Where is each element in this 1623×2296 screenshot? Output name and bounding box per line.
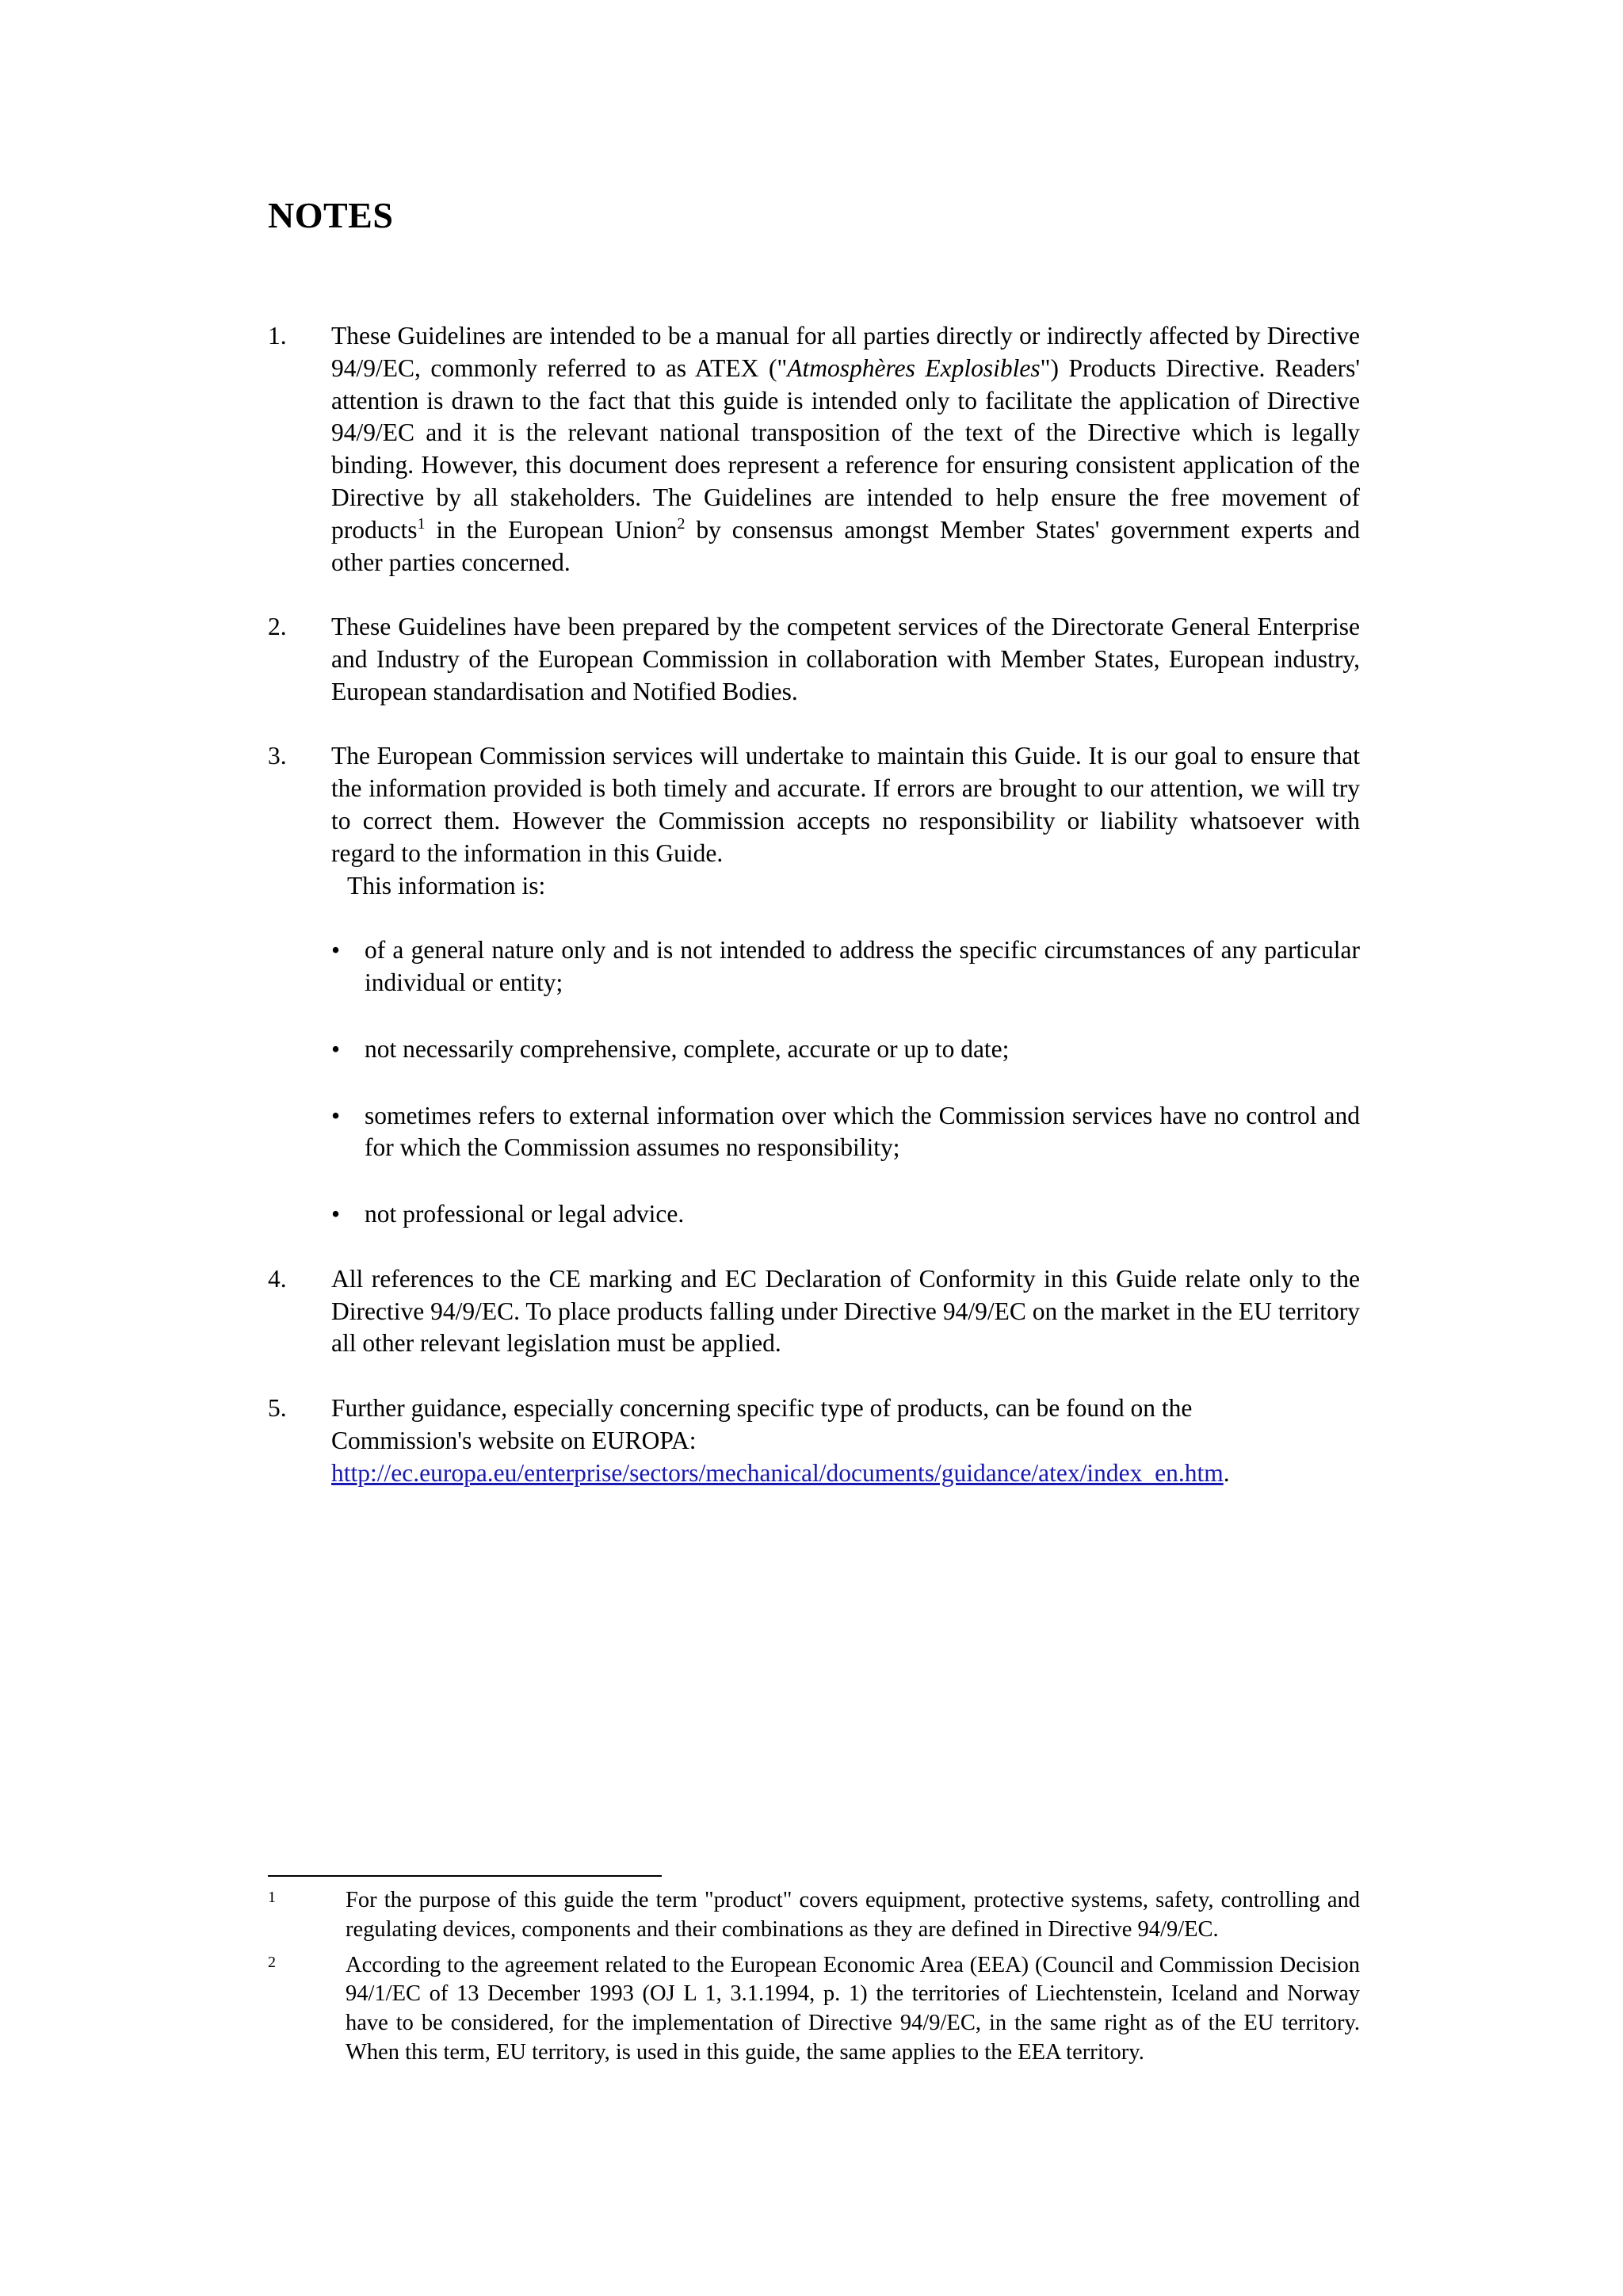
note-text-italic: Atmosphères Explosibles — [787, 353, 1041, 382]
footnote-text: For the purpose of this guide the term "product" covers equipment, protective systems, safety, controlling and regulating devices, components and their combinations as they are defined in Directive 94/9/EC. — [346, 1888, 1360, 1942]
europa-guidance-link[interactable]: http://ec.europa.eu/enterprise/sectors/mechanical/documents/guidance/atex/index_en.htm — [331, 1458, 1224, 1487]
note-number: 5. — [268, 1393, 287, 1422]
bullet-icon: • — [331, 936, 341, 965]
info-intro: This information is: — [347, 871, 546, 900]
note-4 — [268, 1263, 1360, 1360]
info-bullet-list — [331, 934, 1360, 1231]
footnote-1 — [268, 1886, 1360, 1945]
list-item — [331, 1198, 1360, 1231]
bullet-text: of a general nature only and is not intended to address the specific circumstances of any particular individual or entity; — [365, 936, 1360, 996]
bullet-text: not necessarily comprehensive, complete, accurate or up to date; — [365, 1034, 1010, 1063]
note-number: 1. — [268, 322, 287, 350]
footnote-number: 2 — [268, 1953, 276, 1971]
note-number: 2. — [268, 613, 287, 641]
footnote-ref-2[interactable]: 2 — [677, 514, 685, 533]
list-item — [331, 1100, 1360, 1165]
notes-list — [268, 320, 1360, 1522]
bullet-icon: • — [331, 1034, 341, 1063]
footnote-ref-1[interactable]: 1 — [417, 514, 426, 533]
bullet-text: sometimes refers to external information over which the Commission services have no control and for which the Commission assumes no responsibility; — [365, 1101, 1360, 1162]
note-2 — [268, 611, 1360, 708]
note-number: 3. — [268, 742, 287, 770]
note-text-segment: Further guidance, especially concerning specific type of products, can be found on the — [331, 1393, 1193, 1422]
note-text-segment: Commission's website on EUROPA: — [331, 1426, 697, 1454]
list-item — [331, 934, 1360, 999]
note-text-segment: by consensus amongst Member States' government experts and other parties concerned. — [331, 515, 1360, 576]
bullet-text: not professional or legal advice. — [365, 1200, 685, 1228]
footnote-text: According to the agreement related to the European Economic Area (EEA) (Council and Commission Decision 94/1/EC of 13 December 1993 (OJ L 1, 3.1.1994, p. 1) the territories of Liechtenstein, Iceland and Norway have to be considered, for the implementation of Directive 94/9/EC, in the same right as of the EU territory. When this term, EU territory, is used in this guide, the same applies to the EEA territory. — [346, 1952, 1360, 2065]
note-text-segment: ") Products Directive. Readers' attention is drawn to the fact that this guide is intended only to facilitate the application of Directive 94/9/EC and it is the relevant national transposition of the text of the Directive which is legally binding. However, this document does represent a reference for ensuring consistent application of the Directive by all stakeholders. The Guidelines are intended to help ensure the free movement of products — [331, 353, 1361, 544]
note-paragraph: The European Commission services will undertake to maintain this Guide. It is our goal to ensure that the information provided is both timely and accurate. If errors are brought to our attention, we will try to correct them. However the Commission accepts no responsibility or liability whatsoever with regard to the information in this Guide. — [331, 742, 1360, 867]
note-text-segment: These Guidelines are intended to be a manual for all parties directly or indirectly affected by Directive 94/9/EC, commonly referred to as ATEX (" — [331, 322, 1360, 382]
page-title: NOTES — [268, 195, 394, 235]
note-number: 4. — [268, 1264, 287, 1293]
note-text — [331, 1392, 1360, 1489]
note-text — [331, 320, 1360, 579]
note-paragraph: All references to the CE marking and EC Declaration of Conformity in this Guide relate only to the Directive 94/9/EC. To place products falling under Directive 94/9/EC on the market in the EU territory all other relevant legislation must be applied. — [331, 1264, 1360, 1358]
note-3 — [268, 740, 1360, 1231]
note-text — [331, 611, 1360, 708]
bullet-icon: • — [331, 1200, 341, 1228]
note-text-segment: in the European Union — [425, 515, 678, 544]
note-text — [331, 740, 1360, 1231]
note-5 — [268, 1392, 1360, 1489]
note-paragraph: These Guidelines have been prepared by the competent services of the Directorate General Enterprise and Industry of the European Commission in collaboration with Member States, European industry, European standardisation and Notified Bodies. — [331, 613, 1360, 705]
footnote-2 — [268, 1951, 1360, 2068]
note-text-segment: . — [1223, 1458, 1230, 1487]
list-item — [331, 1033, 1360, 1066]
note-text — [331, 1263, 1360, 1360]
footnotes — [268, 1886, 1360, 2074]
note-1 — [268, 320, 1360, 579]
footnote-number: 1 — [268, 1889, 276, 1906]
bullet-icon: • — [331, 1101, 341, 1129]
footnote-separator — [268, 1875, 662, 1877]
